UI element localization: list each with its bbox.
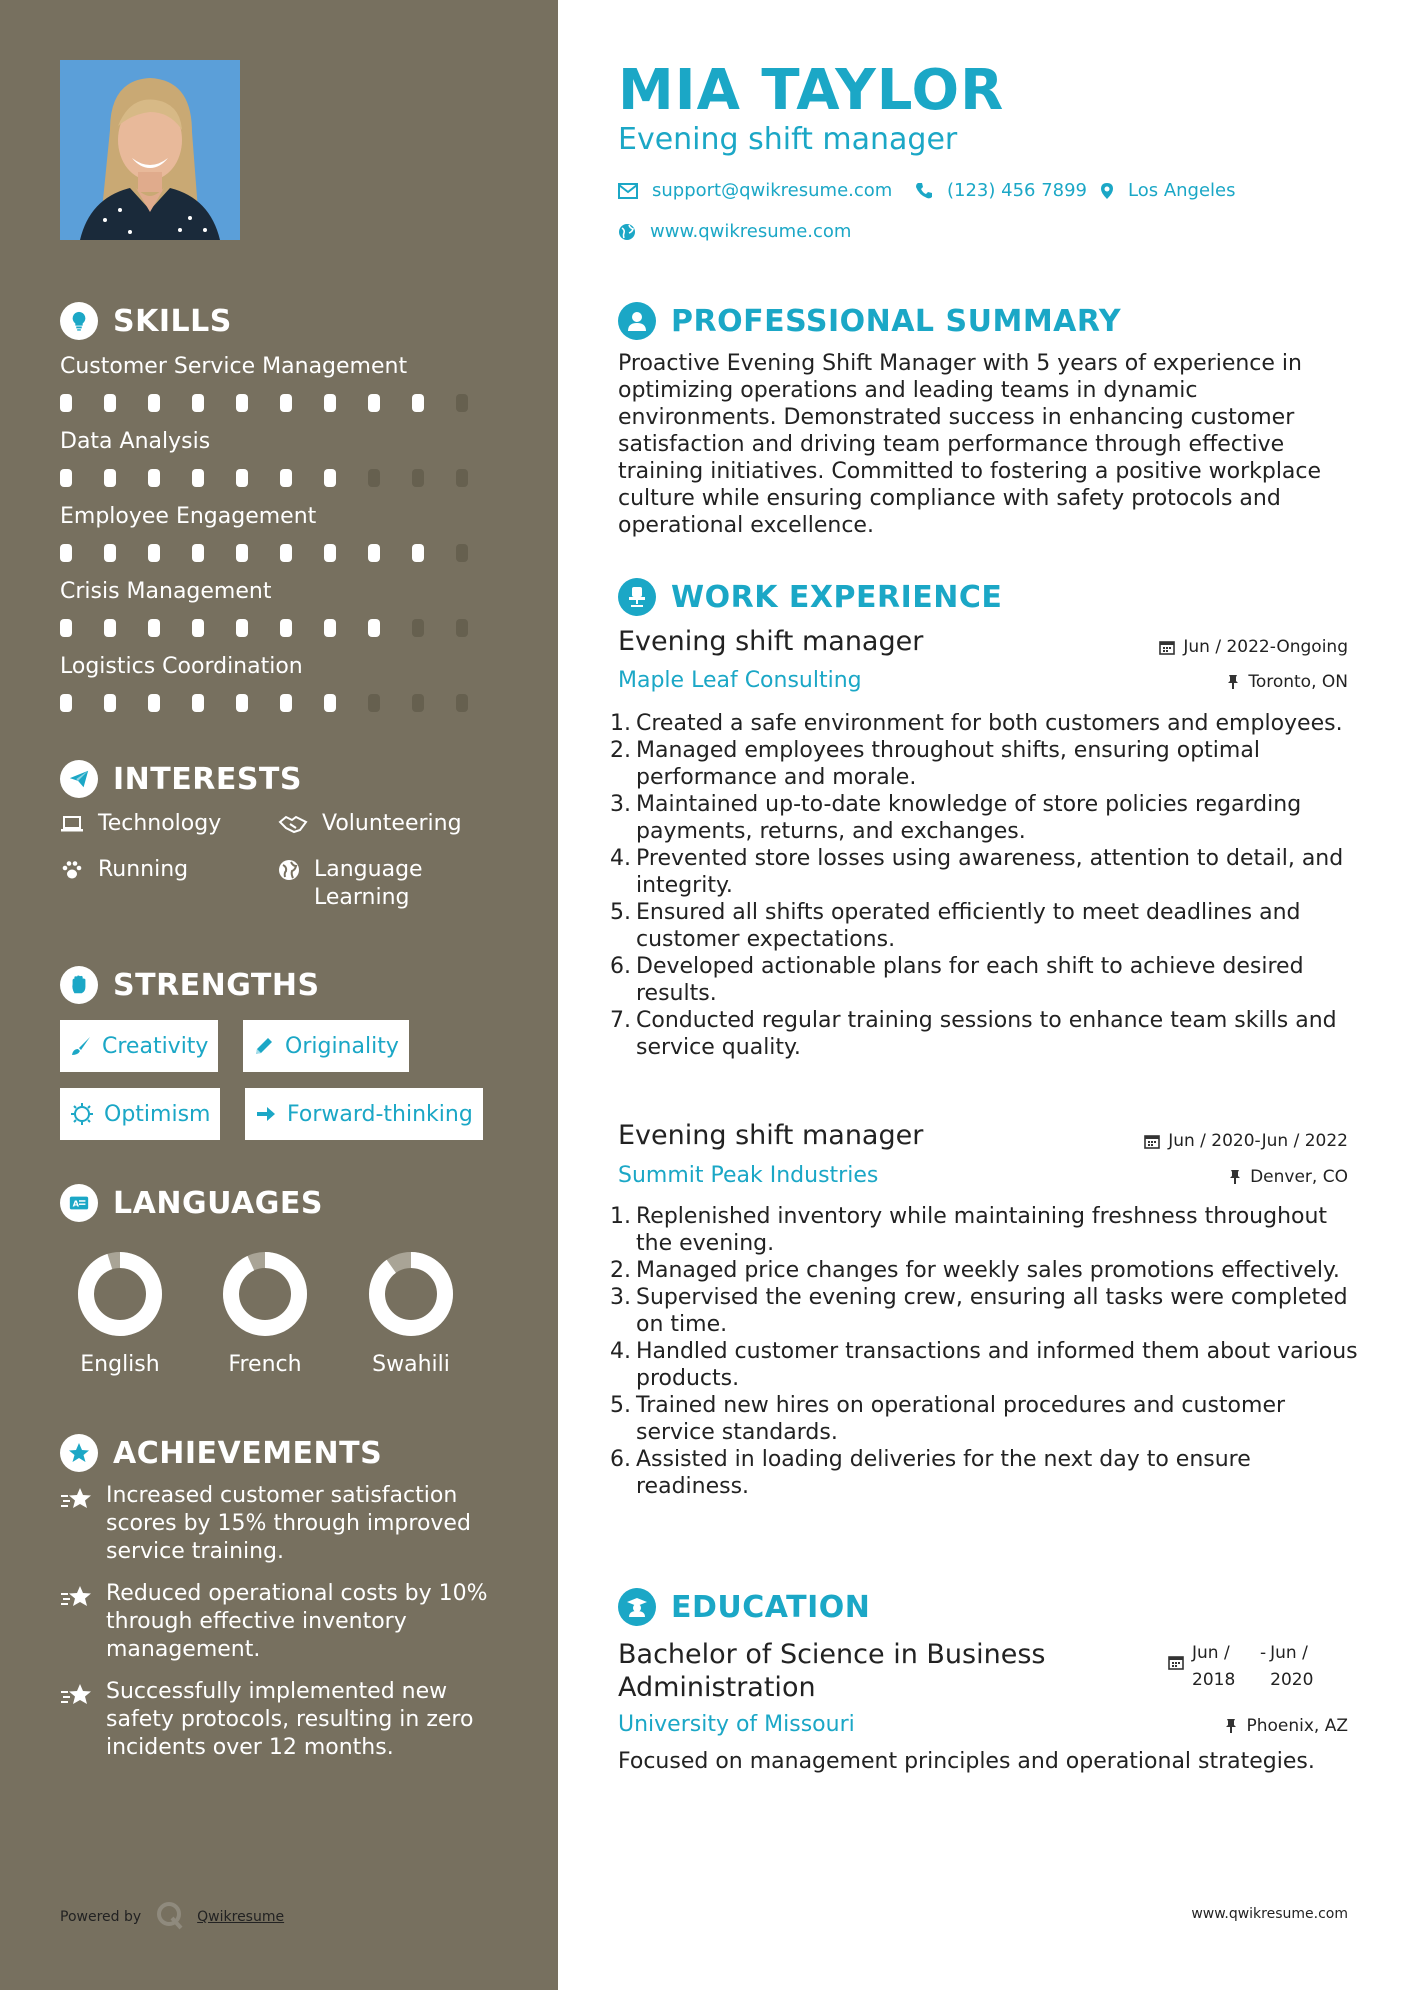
rating-dot — [192, 694, 204, 712]
brush-icon — [70, 1035, 92, 1057]
skill-item — [60, 650, 500, 712]
job-title: Evening shift manager — [618, 626, 924, 657]
job-bullet: 5. Trained new hires on operational procedures and customer service standards. — [610, 1393, 1286, 1445]
skill-name: Crisis Management — [60, 579, 272, 604]
job-title: Evening shift manager — [618, 1120, 924, 1151]
rating-dot — [412, 619, 424, 637]
job-bullet: 3. Supervised the evening crew, ensuring all tasks were completed on time. — [610, 1285, 1348, 1337]
rating-dot — [148, 694, 160, 712]
interest-item: Volunteering — [278, 810, 462, 838]
rating-dot — [192, 469, 204, 487]
job-dates: Jun / 2020-Jun / 2022 — [1144, 1131, 1348, 1151]
rating-dot — [368, 469, 380, 487]
education-dates: Jun / 2018 - Jun / 2020 — [1168, 1640, 1324, 1694]
rating-dot — [192, 544, 204, 562]
job-bullet: 4. Prevented store losses using awareness, attention to detail, and integrity. — [610, 846, 1344, 898]
shooting-star-icon — [60, 1486, 94, 1516]
rating-dot — [456, 469, 468, 487]
contact-phone[interactable]: (123) 456 7899 — [915, 180, 1087, 201]
sidebar — [0, 0, 558, 1990]
job-bullet: 1. Created a safe environment for both customers and employees. — [610, 711, 1343, 736]
job-bullet: 6. Assisted in loading deliveries for the next day to ensure readiness. — [610, 1447, 1251, 1499]
skill-rating — [60, 544, 500, 562]
language-level-ring — [76, 1250, 164, 1338]
rating-dot — [236, 394, 248, 412]
job-bullet: 2. Managed employees throughout shifts, ensuring optimal performance and morale. — [610, 738, 1260, 790]
arrow-right-icon — [255, 1103, 277, 1125]
rating-dot — [148, 619, 160, 637]
main-content — [558, 0, 1407, 1990]
rating-dot — [60, 544, 72, 562]
language-level-ring — [221, 1250, 309, 1338]
skill-item — [60, 350, 500, 412]
job-bullets — [610, 1203, 1358, 1500]
skills-heading: SKILLS — [60, 302, 232, 340]
job-bullets — [610, 710, 1358, 1061]
skill-item — [60, 575, 500, 637]
rating-dot — [104, 394, 116, 412]
rating-dot — [412, 394, 424, 412]
contact-location: Los Angeles — [1100, 180, 1236, 201]
rating-dot — [60, 694, 72, 712]
translate-icon — [60, 1184, 98, 1222]
strength-badge: Forward-thinking — [245, 1088, 483, 1140]
rating-dot — [368, 394, 380, 412]
rating-dot — [280, 694, 292, 712]
strengths-heading: STRENGTHS — [60, 966, 320, 1004]
rating-dot — [280, 619, 292, 637]
skill-rating — [60, 394, 500, 412]
ring-fill — [377, 1260, 445, 1328]
summary-heading: PROFESSIONAL SUMMARY — [618, 302, 1121, 340]
job-company: Summit Peak Industries — [618, 1163, 879, 1188]
interest-item: Running — [60, 856, 188, 884]
laptop-icon — [60, 810, 84, 838]
language-name: English — [80, 1352, 160, 1377]
achievement-item: Increased customer satisfaction scores by 15% through improved service training. — [60, 1482, 500, 1566]
interests-heading: INTERESTS — [60, 760, 302, 798]
svg-text:A: A — [72, 1198, 79, 1209]
office-chair-icon — [618, 578, 656, 616]
rating-dot — [456, 544, 468, 562]
user-icon — [618, 302, 656, 340]
rating-dot — [192, 394, 204, 412]
pencil-icon — [253, 1035, 275, 1057]
shooting-star-icon — [60, 1682, 94, 1712]
paper-plane-icon — [60, 760, 98, 798]
skill-item — [60, 425, 500, 487]
globe-icon — [278, 856, 300, 884]
job-bullet: 3. Maintained up-to-date knowledge of store policies regarding payments, returns, and exchanges. — [610, 792, 1302, 844]
rating-dot — [368, 544, 380, 562]
language-level-ring — [367, 1250, 455, 1338]
rating-dot — [324, 544, 336, 562]
education-location: Phoenix, AZ — [1224, 1716, 1348, 1736]
phone-icon — [915, 182, 933, 200]
calendar-icon — [1168, 1654, 1184, 1670]
rating-dot — [236, 619, 248, 637]
rating-dot — [456, 694, 468, 712]
skill-name: Logistics Coordination — [60, 654, 303, 679]
rating-dot — [236, 544, 248, 562]
rating-dot — [236, 469, 248, 487]
envelope-icon — [618, 183, 638, 199]
map-pin-icon — [1100, 182, 1114, 200]
lightbulb-icon — [60, 302, 98, 340]
job-location: Toronto, ON — [1226, 672, 1348, 692]
job-location: Denver, CO — [1228, 1167, 1348, 1187]
contact-email[interactable]: support@qwikresume.com — [618, 180, 892, 201]
rating-dot — [412, 694, 424, 712]
rating-dot — [148, 394, 160, 412]
skill-name: Data Analysis — [60, 429, 211, 454]
achievements-heading: ACHIEVEMENTS — [60, 1434, 382, 1472]
interest-item: Technology — [60, 810, 221, 838]
achievement-item: Successfully implemented new safety protocols, resulting in zero incidents over 12 months. — [60, 1678, 500, 1762]
language-name: Swahili — [372, 1352, 450, 1377]
pushpin-icon — [1228, 1169, 1242, 1185]
language-name: French — [228, 1352, 302, 1377]
qwikresume-logo-icon — [155, 1900, 185, 1934]
ring-fill — [231, 1260, 299, 1328]
rating-dot — [104, 619, 116, 637]
languages-heading: A LANGUAGES — [60, 1184, 323, 1222]
sun-icon — [70, 1102, 94, 1126]
rating-dot — [104, 469, 116, 487]
rating-dot — [412, 469, 424, 487]
powered-by: Powered by Qwikresume — [60, 1900, 284, 1934]
profile-photo — [60, 60, 240, 240]
language-item — [351, 1250, 471, 1377]
rating-dot — [280, 469, 292, 487]
summary-text: Proactive Evening Shift Manager with 5 years of experience in optimizing operations and leading teams in dynamic environments. Demonstrated success in enhancing customer satisfaction and driving team performance through effective training initiatives. Committed to fostering a positive workplace culture while ensuring compliance with safety protocols and operational excellence. — [618, 351, 1322, 538]
rating-dot — [60, 394, 72, 412]
globe-icon — [618, 223, 636, 241]
hand-icon — [60, 966, 98, 1004]
rating-dot — [324, 694, 336, 712]
skill-name: Customer Service Management — [60, 354, 408, 379]
rating-dot — [60, 619, 72, 637]
job-bullet: 6. Developed actionable plans for each shift to achieve desired results. — [610, 954, 1304, 1006]
skill-rating — [60, 469, 500, 487]
strength-badge: Optimism — [60, 1088, 220, 1140]
paw-icon — [60, 856, 84, 884]
pushpin-icon — [1224, 1718, 1238, 1734]
language-item — [205, 1250, 325, 1377]
contact-website[interactable]: www.qwikresume.com — [618, 221, 851, 242]
rating-dot — [324, 394, 336, 412]
handshake-icon — [278, 810, 308, 838]
rating-dot — [236, 694, 248, 712]
rating-dot — [148, 544, 160, 562]
star-badge-icon — [60, 1434, 98, 1472]
school-name: University of Missouri — [618, 1712, 855, 1737]
job-bullet: 1. Replenished inventory while maintaining freshness throughout the evening. — [610, 1204, 1328, 1256]
skill-name: Employee Engagement — [60, 504, 317, 529]
candidate-role: Evening shift manager — [618, 122, 958, 157]
calendar-icon — [1144, 1133, 1160, 1149]
education-heading: EDUCATION — [618, 1588, 870, 1626]
footer-website[interactable]: www.qwikresume.com — [1191, 1906, 1348, 1922]
rating-dot — [324, 619, 336, 637]
skill-item — [60, 500, 500, 562]
shooting-star-icon — [60, 1584, 94, 1614]
rating-dot — [456, 619, 468, 637]
job-bullet: 2. Managed price changes for weekly sales promotions effectively. — [610, 1258, 1340, 1283]
strength-badge: Creativity — [60, 1020, 218, 1072]
rating-dot — [148, 469, 160, 487]
rating-dot — [412, 544, 424, 562]
job-bullet: 5. Ensured all shifts operated efficiently to meet deadlines and customer expectations. — [610, 900, 1301, 952]
skill-rating — [60, 694, 500, 712]
job-bullet: 7. Conducted regular training sessions to enhance team skills and service quality. — [610, 1008, 1337, 1060]
pushpin-icon — [1226, 674, 1240, 690]
achievement-item: Reduced operational costs by 10% through effective inventory management. — [60, 1580, 500, 1664]
rating-dot — [280, 544, 292, 562]
rating-dot — [324, 469, 336, 487]
rating-dot — [104, 694, 116, 712]
rating-dot — [456, 394, 468, 412]
job-company: Maple Leaf Consulting — [618, 668, 862, 693]
degree-title: Bachelor of Science in Business Administration — [618, 1639, 1046, 1703]
candidate-name: MIA TAYLOR — [618, 58, 1005, 123]
ring-fill — [86, 1260, 154, 1328]
interest-item: Language Learning — [278, 856, 458, 912]
rating-dot — [60, 469, 72, 487]
calendar-icon — [1159, 639, 1175, 655]
qwikresume-link[interactable]: Qwikresume — [197, 1909, 285, 1925]
rating-dot — [368, 694, 380, 712]
graduate-icon — [618, 1588, 656, 1626]
job-dates: Jun / 2022-Ongoing — [1159, 637, 1348, 657]
language-item — [60, 1250, 180, 1377]
experience-heading: WORK EXPERIENCE — [618, 578, 1002, 616]
rating-dot — [280, 394, 292, 412]
rating-dot — [368, 619, 380, 637]
skill-rating — [60, 619, 500, 637]
rating-dot — [192, 619, 204, 637]
rating-dot — [104, 544, 116, 562]
job-bullet: 4. Handled customer transactions and informed them about various products. — [610, 1339, 1358, 1391]
education-description: Focused on management principles and operational strategies. — [618, 1749, 1315, 1774]
strength-badge: Originality — [243, 1020, 409, 1072]
